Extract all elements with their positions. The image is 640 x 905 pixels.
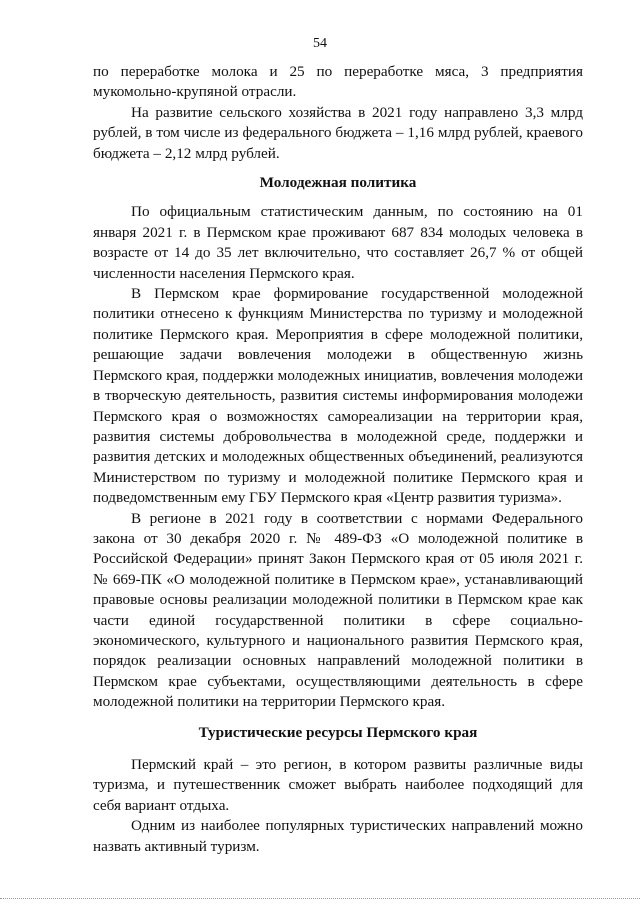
paragraph-continuation: по переработке молока и 25 по переработке мяса, 3 предприятия мукомольно-крупяной отрасли.: [93, 63, 583, 101]
section-heading-youth-policy: Молодежная политика: [259, 174, 417, 192]
page-number: 54: [313, 36, 327, 51]
section-heading-tourism-resources: Туристические ресурсы Пермского края: [198, 723, 478, 741]
page-body: [93, 62, 583, 857]
scan-bottom-edge: [0, 898, 640, 899]
paragraph-youth-law: В регионе в 2021 году в соответствии с нормами Федерального закона от 30 декабря 2020 г. № 489-ФЗ «О молодежной политике в Российской Федерации» принят Закон Пермского края от 05 июля 2021 г. № 669-ПК «О молодежной политике в Пермском крае», устанавливающий правовые основы реализации молодежной политики в Пермском крае как части единой государственной политики в сфере социально-экономического, культурного и национального развития Пермского края, порядок реализации основных направлений молодежной политики в Пермском крае субъектами, осуществляющими деятельность в сфере молодежной политики на территории Пермского края.: [93, 509, 583, 711]
paragraph-youth-ministry: В Пермском крае формирование государственной молодежной политики отнесено к функциям Министерства по туризму и молодежной политике Пермского края. Мероприятия в сфере молодежной политики, решающие задачи вовлечения молодежи в общественную жизнь Пермского края, поддержки молодежных инициатив, вовлечения молодежи в творческую деятельность, развития системы информирования молодежи Пермского края о возможностях самореализации на территории края, развития системы добровольчества в молодежной среде, поддержки и развития детских и молодежных общественных объединений, реализуются Министерством по туризму и молодежной политике Пермского края и подведомственным ему ГБУ Пермского края «Центр развития туризма».: [93, 285, 583, 507]
paragraph-tourism-types: Пермский край – это регион, в котором развиты различные виды туризма, и путешественник сможет выбрать наиболее подходящий для себя вариант отдыха.: [93, 756, 583, 814]
paragraph-youth-statistics: По официальным статистическим данным, по состоянию на 01 января 2021 г. в Пермском крае проживают 687 834 молодых человека в возрасте от 14 до 35 лет включительно, что составляет 26,7 % от общей численности населения Пермского края.: [93, 203, 583, 282]
paragraph-agriculture-funding: На развитие сельского хозяйства в 2021 году направлено 3,3 млрд рублей, в том числе из федерального бюджета – 1,16 млрд рублей, краевого бюджета – 2,12 млрд рублей.: [93, 103, 583, 162]
paragraph-active-tourism: Одним из наиболее популярных туристических направлений можно назвать активный туризм.: [93, 817, 583, 855]
